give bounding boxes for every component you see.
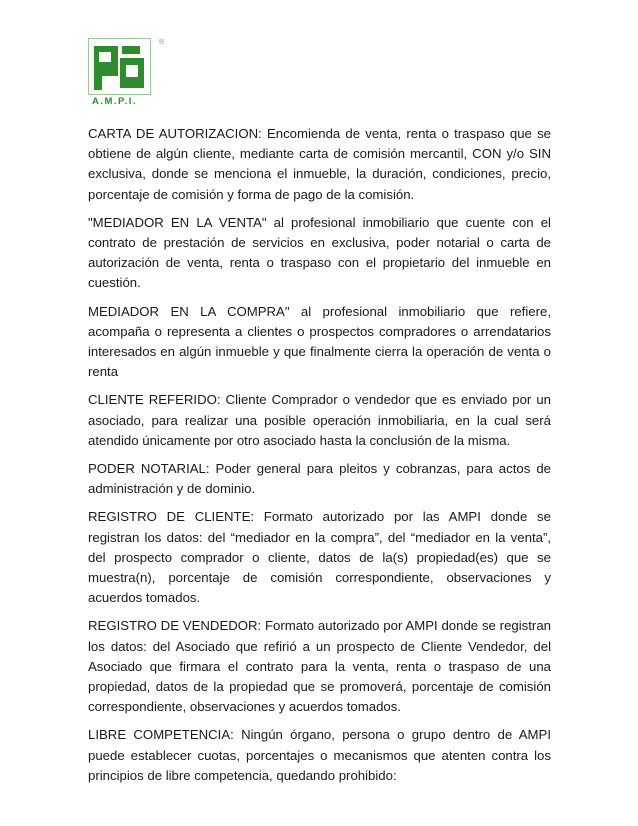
registered-mark: ® <box>158 39 164 46</box>
definition-registro-cliente: REGISTRO DE CLIENTE: Formato autorizado por las AMPI donde se registran los datos: del “mediador en la compra”, del “mediador en la venta”, del prospecto comprador o cliente, datos de la(s) propiedad(es) que se muestra(n), porcentaje de comisión correspondiente, observaciones y acuerdos tomados. <box>88 509 551 606</box>
definition-carta-autorizacion: CARTA DE AUTORIZACION: Encomienda de venta, renta o traspaso que se obtiene de algún cliente, mediante carta de comisión mercantil, CON y/o SIN exclusiva, donde se menciona el inmueble, la duración, condiciones, precio, porcentaje de comisión y forma de pago de la comisión. <box>88 126 551 202</box>
definition-cliente-referido: CLIENTE REFERIDO: Cliente Comprador o vendedor que es enviado por un asociado, para realizar una posible operación inmobiliaria, en la cual será atendido únicamente por otro asociado hasta la conclusión de la misma. <box>88 392 551 448</box>
definition-mediador-compra: MEDIADOR EN LA COMPRA" al profesional inmobiliario que refiere, acompaña o representa a clientes o prospectos compradores o arrendatarios interesados en algún inmueble y que finalmente cierra la operación de venta o renta <box>88 303 551 380</box>
definition-poder-notarial: PODER NOTARIAL: Poder general para pleitos y cobranzas, para actos de administración y de dominio. <box>88 461 551 497</box>
logo-brand-text: A.M.P.I. <box>92 96 138 107</box>
ampi-logo <box>88 38 164 112</box>
definition-libre-competencia: LIBRE COMPETENCIA: Ningún órgano, persona o grupo dentro de AMPI puede establecer cuotas, porcentajes o mecanismos que atenten contra los principios de libre competencia, quedando prohibido: <box>88 727 551 783</box>
definition-mediador-venta: "MEDIADOR EN LA VENTA" al profesional inmobiliario que cuente con el contrato de prestación de servicios en exclusiva, poder notarial o carta de autorización de venta, renta o traspaso con el propietario del inmueble en cuestión. <box>88 214 551 291</box>
document-body <box>88 124 551 794</box>
ampi-logo-mark <box>88 38 164 96</box>
definition-registro-vendedor: REGISTRO DE VENDEDOR: Formato autorizado por AMPI donde se registran los datos: del Asociado que refirió a un prospecto de Cliente Vendedor, del Asociado que firmara el contrato para la venta, renta o traspaso de una propiedad, datos de la propiedad que se promoverá, porcentaje de comisión correspondiente, observaciones y acuerdos tomados. <box>88 618 551 715</box>
